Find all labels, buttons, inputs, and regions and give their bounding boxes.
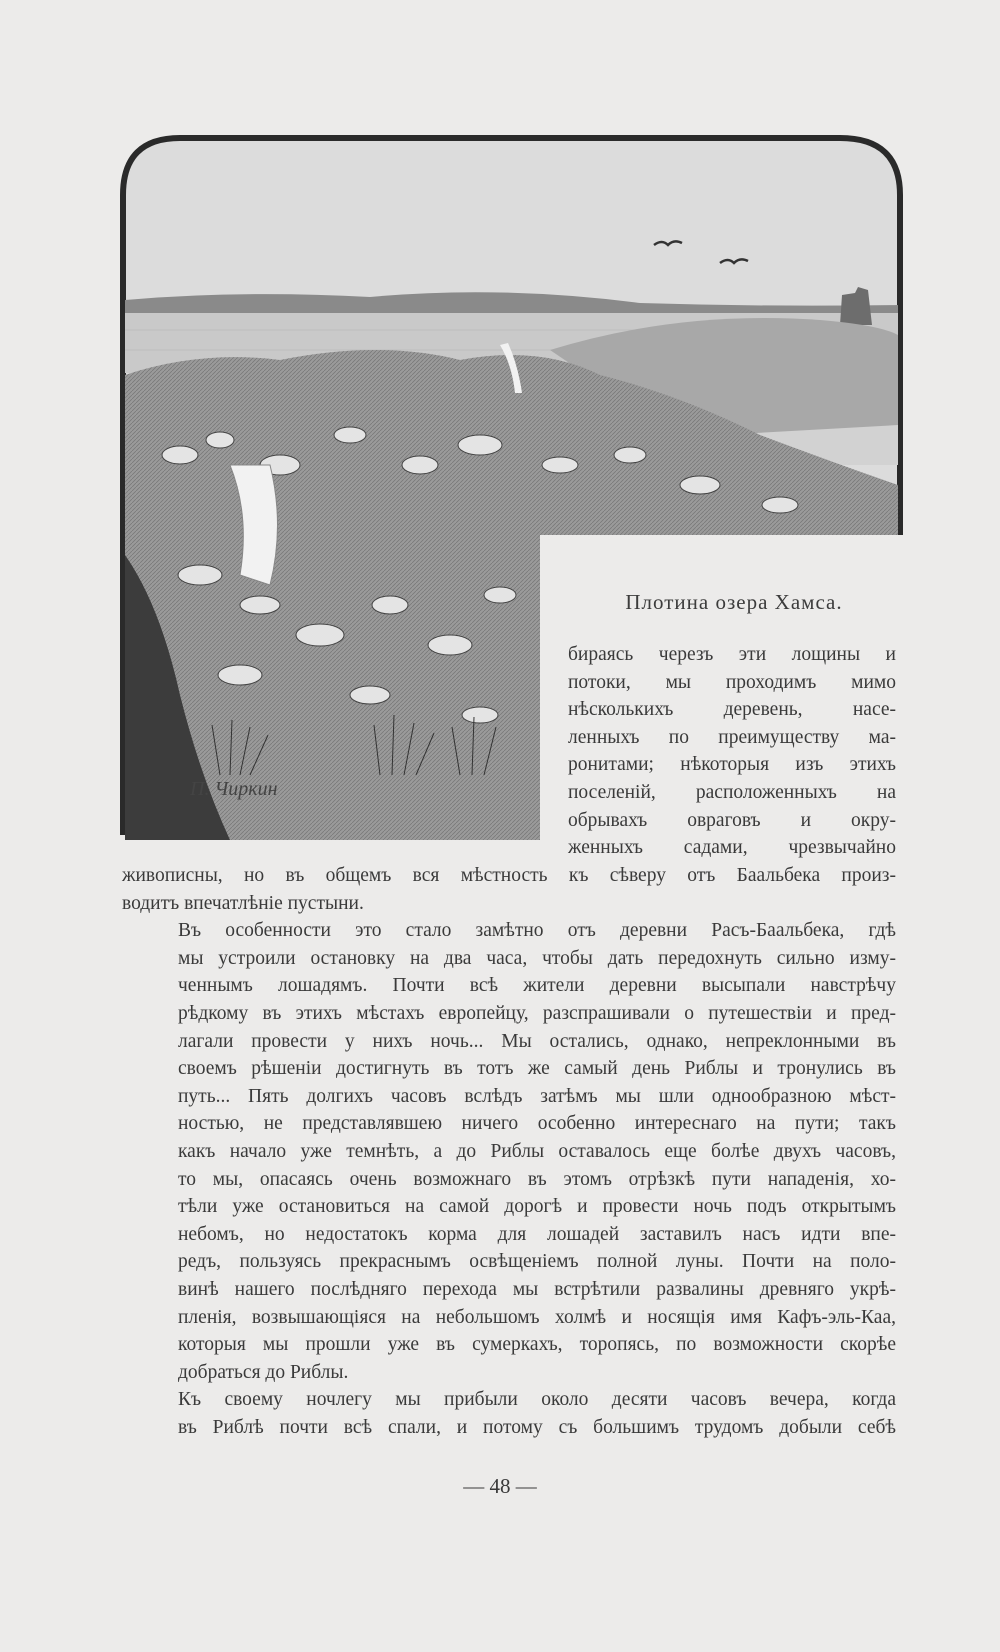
text-line: нѣсколькихъ деревень, насе-	[568, 699, 896, 721]
text-paragraph	[122, 862, 896, 917]
text-line: мы устроили остановку на два часа, чтобы дать передохнуть сильно изму-	[178, 947, 896, 969]
text-line: которыя мы прошли уже въ сумеркахъ, торопясь, по возможности скорѣе	[178, 1334, 896, 1356]
text-line: обрывахъ овраговъ и окру-	[568, 809, 896, 831]
text-line: винѣ нашего послѣдняго перехода мы встрѣтили развалины древняго укрѣ-	[178, 1278, 896, 1300]
text-line: бираясь черезъ эти лощины и	[568, 644, 896, 665]
text-line: Къ своему ночлегу мы прибыли около десяти часовъ вечера, когда	[178, 1389, 896, 1411]
text-line: потоки, мы проходимъ мимо	[568, 671, 896, 693]
text-line: поселеній, расположенныхъ на	[568, 781, 896, 803]
text-line: какъ начало уже темнѣть, а до Риблы оставалось еще болѣе двухъ часовъ,	[178, 1140, 896, 1162]
text-line: рѣдкому въ этихъ мѣстахъ европейцу, разспрашивали о путешествіи и пред-	[178, 1002, 896, 1024]
text-line: ронитами; нѣкоторыя изъ этихъ	[568, 754, 896, 776]
artist-signature: П. Чиркин	[190, 778, 278, 800]
text-line: ленныхъ по преимуществу ма-	[568, 726, 896, 748]
text-line: водитъ впечатлѣніе пустыни.	[122, 892, 364, 914]
text-line: то мы, опасаясь очень возможнаго въ этомъ отрѣзкѣ пути нападенія, хо-	[178, 1168, 896, 1190]
page-number: — 48 —	[463, 1474, 537, 1498]
text-line: путь... Пять долгихъ часовъ вслѣдъ затѣмъ мы шли однообразною мѣст-	[178, 1085, 896, 1107]
text-line: пленія, возвышающіяся на небольшомъ холмѣ и носящія имя Кафъ-эль-Каа,	[178, 1306, 896, 1328]
text-line: ностью, не представлявшею ничего особенно интереснаго на пути; такъ	[178, 1113, 896, 1135]
text-line: въ Риблѣ почти всѣ спали, и потому съ большимъ трудомъ добыли себѣ	[178, 1416, 896, 1438]
text-paragraph	[568, 641, 896, 862]
text-line: редъ, пользуясь прекраснымъ освѣщеніемъ полной луны. Почти на поло-	[178, 1251, 896, 1273]
text-paragraph	[122, 917, 896, 1386]
main-text-block	[122, 862, 896, 1441]
text-line: лагали провести у нихъ ночь... Мы остались, однако, непреклонными въ	[178, 1030, 896, 1052]
text-line: небомъ, но недостатокъ корма для лошадей заставилъ насъ идти впе-	[178, 1223, 896, 1245]
text-line: тѣли уже остановиться на самой дорогѣ и провести ночь подъ открытымъ	[178, 1196, 896, 1218]
narrow-text-block	[568, 641, 896, 862]
text-line: ченнымъ лошадямъ. Почти всѣ жители деревни высыпали навстрѣчу	[178, 975, 896, 997]
text-line: своемъ рѣшеніи достигнуть въ тотъ же самый день Риблы и тронулись въ	[178, 1058, 896, 1080]
text-line: Въ особенности это стало замѣтно отъ деревни Расъ-Баальбека, гдѣ	[178, 920, 896, 942]
text-line: добраться до Риблы.	[178, 1361, 349, 1383]
text-line: живописны, но въ общемъ вся мѣстность къ сѣверу отъ Баальбека произ-	[122, 865, 896, 886]
text-paragraph	[122, 1386, 896, 1441]
figure-caption: Плотина озера Хамса.	[625, 590, 843, 614]
text-line: женныхъ садами, чрезвычайно	[568, 837, 896, 859]
